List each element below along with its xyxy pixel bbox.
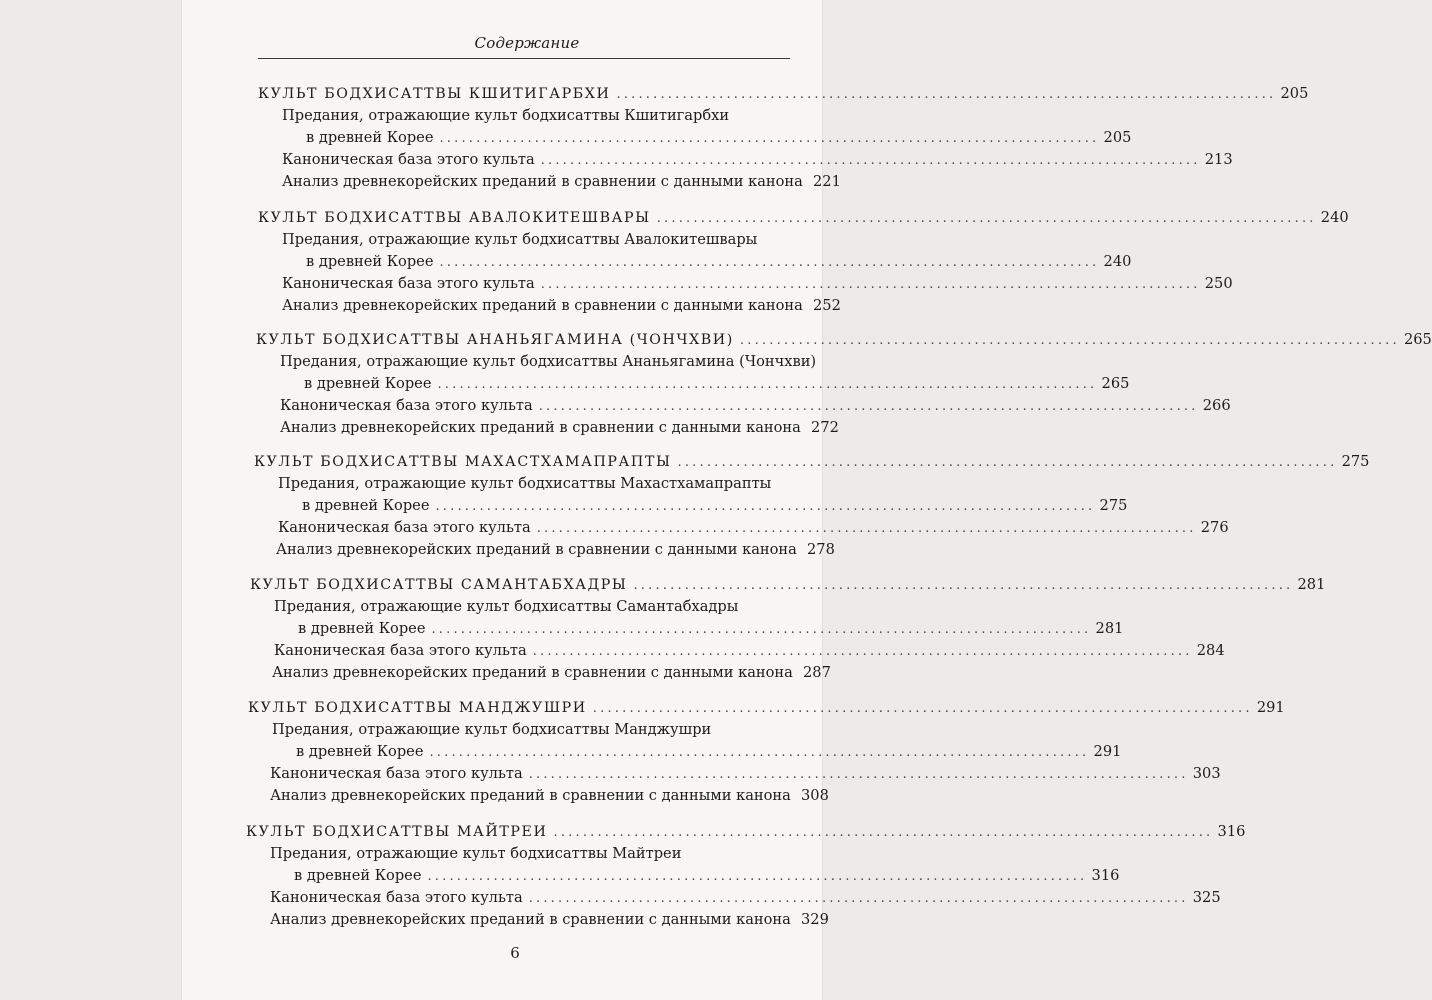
toc-entry[interactable]	[280, 394, 1231, 418]
toc-entry-line[interactable]	[280, 350, 817, 374]
dot-leader: ..........................................................................................	[633, 578, 1294, 593]
entry-title: Анализ древнекорейских преданий в сравнении с данными канона	[270, 787, 791, 804]
toc-chapter[interactable]	[250, 573, 1326, 597]
chapter-title: КУЛЬТ БОДХИСАТТВЫ МАЙТРЕИ	[246, 824, 548, 840]
page-ref: 250	[1204, 275, 1233, 292]
entry-title: Предания, отражающие культ бодхисаттвы Самантабхадры	[274, 598, 739, 615]
dot-leader: ..........................................................................................	[656, 211, 1317, 226]
toc-entry-line[interactable]	[278, 472, 790, 496]
entry-title-cont: в древней Корее	[298, 620, 426, 637]
toc-entry[interactable]	[282, 272, 1233, 296]
running-header: Содержание	[474, 34, 580, 52]
toc-entry-line[interactable]	[274, 595, 790, 619]
entry-title: Предания, отражающие культ бодхисаттвы Майтреи	[270, 845, 682, 862]
page-ref: 303	[1192, 765, 1221, 782]
chapter-title: КУЛЬТ БОДХИСАТТВЫ АНАНЬЯГАМИНА (ЧОНЧХВИ)	[256, 332, 734, 348]
page-ref: 266	[1202, 397, 1231, 414]
page-ref: 291	[1256, 699, 1285, 716]
dot-leader: ..........................................................................................	[532, 644, 1193, 659]
toc-entry[interactable]	[280, 416, 839, 440]
page-ref: 265	[1101, 375, 1130, 392]
entry-title: Предания, отражающие культ бодхисаттвы Манджушри	[272, 721, 712, 738]
entry-title-cont: в древней Корее	[296, 743, 424, 760]
page-ref: 221	[813, 173, 841, 190]
dot-leader: ..........................................................................................	[431, 622, 1092, 637]
chapter-title: КУЛЬТ БОДХИСАТТВЫ МАХАСТХАМАПРАПТЫ	[254, 454, 672, 470]
toc-entry[interactable]	[276, 538, 835, 562]
page-ref: 276	[1200, 519, 1229, 536]
dot-leader: ..........................................................................................	[540, 277, 1201, 292]
entry-title-cont: в древней Корее	[306, 253, 434, 270]
dot-leader: ..........................................................................................	[540, 153, 1201, 168]
entry-title: Анализ древнекорейских преданий в сравнении с данными канона	[282, 173, 803, 190]
toc-entry[interactable]	[296, 740, 1122, 764]
dot-leader: ..........................................................................................	[528, 767, 1189, 782]
entry-title-cont: в древней Корее	[306, 129, 434, 146]
toc-entry-line[interactable]	[270, 842, 790, 866]
dot-leader: ..........................................................................................	[553, 825, 1214, 840]
page-ref: 275	[1099, 497, 1128, 514]
page-ref: 284	[1196, 642, 1225, 659]
entry-title: Анализ древнекорейских преданий в сравнении с данными канона	[282, 297, 803, 314]
entry-title: Предания, отражающие культ бодхисаттвы Махастхамапрапты	[278, 475, 772, 492]
page-ref: 240	[1103, 253, 1132, 270]
entry-title: Анализ древнекорейских преданий в сравнении с данными канона	[280, 419, 801, 436]
chapter-title: КУЛЬТ БОДХИСАТТВЫ МАНДЖУШРИ	[248, 700, 587, 716]
toc-entry[interactable]	[306, 126, 1132, 150]
toc-entry[interactable]	[304, 372, 1130, 396]
toc-entry[interactable]	[274, 639, 1225, 663]
dot-leader: ..........................................................................................	[437, 377, 1098, 392]
page-ref: 308	[801, 787, 829, 804]
dot-leader: ..........................................................................................	[429, 745, 1090, 760]
entry-title: Каноническая база этого культа	[282, 151, 535, 168]
toc-chapter[interactable]	[256, 328, 1432, 352]
dot-leader: ..........................................................................................	[592, 701, 1253, 716]
entry-title: Предания, отражающие культ бодхисаттвы Кшитигарбхи	[282, 107, 730, 124]
entry-title: Предания, отражающие культ бодхисаттвы Авалокитешвары	[282, 231, 758, 248]
toc-chapter[interactable]	[258, 206, 1349, 230]
page-ref: 265	[1403, 331, 1432, 348]
entry-title: Анализ древнекорейских преданий в сравнении с данными канона	[272, 664, 793, 681]
page-ref: 329	[801, 911, 829, 928]
page-ref: 213	[1204, 151, 1233, 168]
entry-title: Каноническая база этого культа	[282, 275, 535, 292]
toc-chapter[interactable]	[246, 820, 1246, 844]
dot-leader: ..........................................................................................	[427, 869, 1088, 884]
dot-leader: ..........................................................................................	[616, 87, 1277, 102]
page-ref: 252	[813, 297, 841, 314]
page-ref: 281	[1297, 576, 1326, 593]
page-ref: 316	[1091, 867, 1120, 884]
entry-title-cont: в древней Корее	[294, 867, 422, 884]
toc-entry[interactable]	[272, 661, 831, 685]
page-ref: 205	[1280, 85, 1309, 102]
toc-entry-line[interactable]	[282, 228, 790, 252]
page-ref: 240	[1320, 209, 1349, 226]
page-ref: 316	[1217, 823, 1246, 840]
page-ref: 275	[1341, 453, 1370, 470]
entry-title: Каноническая база этого культа	[274, 642, 527, 659]
toc-entry[interactable]	[270, 886, 1221, 910]
toc-entry[interactable]	[302, 494, 1128, 518]
dot-leader: ..........................................................................................	[528, 891, 1189, 906]
entry-title: Предания, отражающие культ бодхисаттвы Ананьягамина (Чончхви)	[280, 353, 817, 370]
toc-entry[interactable]	[282, 294, 841, 318]
toc-entry[interactable]	[282, 170, 841, 194]
chapter-title: КУЛЬТ БОДХИСАТТВЫ САМАНТАБХАДРЫ	[250, 577, 628, 593]
dot-leader: ..........................................................................................	[536, 521, 1197, 536]
page-ref: 278	[807, 541, 835, 558]
entry-title: Анализ древнекорейских преданий в сравнении с данными канона	[270, 911, 791, 928]
page-ref: 325	[1192, 889, 1221, 906]
toc-entry[interactable]	[306, 250, 1132, 274]
entry-title: Каноническая база этого культа	[278, 519, 531, 536]
toc-entry[interactable]	[298, 617, 1124, 641]
dot-leader: ..........................................................................................	[439, 131, 1100, 146]
page-ref: 291	[1093, 743, 1122, 760]
entry-title: Каноническая база этого культа	[280, 397, 533, 414]
toc-chapter[interactable]	[254, 450, 1370, 474]
page-ref: 281	[1095, 620, 1124, 637]
toc-chapter[interactable]	[258, 82, 1309, 106]
header-rule	[258, 58, 790, 59]
chapter-title: КУЛЬТ БОДХИСАТТВЫ АВАЛОКИТЕШВАРЫ	[258, 210, 651, 226]
dot-leader: ..........................................................................................	[739, 333, 1400, 348]
toc-entry[interactable]	[294, 864, 1120, 888]
toc-entry[interactable]	[282, 148, 1233, 172]
toc-chapter[interactable]	[248, 696, 1285, 720]
entry-title: Каноническая база этого культа	[270, 889, 523, 906]
toc-entry[interactable]	[278, 516, 1229, 540]
page-ref: 272	[811, 419, 839, 436]
chapter-title: КУЛЬТ БОДХИСАТТВЫ КШИТИГАРБХИ	[258, 86, 611, 102]
toc-entry[interactable]	[270, 908, 829, 932]
entry-title-cont: в древней Корее	[302, 497, 430, 514]
entry-title: Каноническая база этого культа	[270, 765, 523, 782]
toc-entry-line[interactable]	[282, 104, 790, 128]
toc-entry[interactable]	[270, 762, 1221, 786]
dot-leader: ..........................................................................................	[538, 399, 1199, 414]
page-number: 6	[510, 944, 520, 962]
dot-leader: ..........................................................................................	[439, 255, 1100, 270]
dot-leader: ..........................................................................................	[677, 455, 1338, 470]
toc-entry-line[interactable]	[272, 718, 790, 742]
entry-title-cont: в древней Корее	[304, 375, 432, 392]
entry-title: Анализ древнекорейских преданий в сравнении с данными канона	[276, 541, 797, 558]
page-ref: 205	[1103, 129, 1132, 146]
toc-entry[interactable]	[270, 784, 829, 808]
dot-leader: ..........................................................................................	[435, 499, 1096, 514]
page-ref: 287	[803, 664, 831, 681]
